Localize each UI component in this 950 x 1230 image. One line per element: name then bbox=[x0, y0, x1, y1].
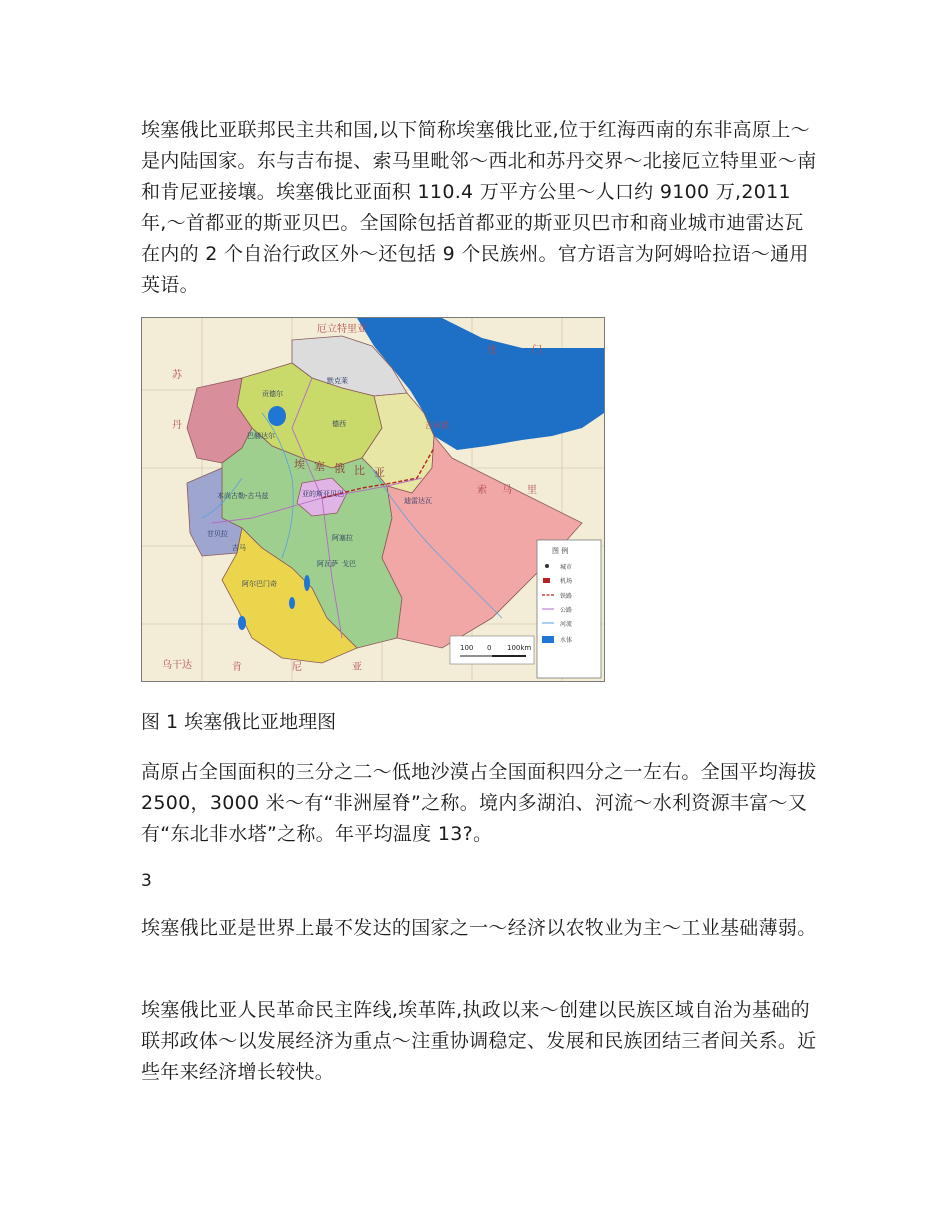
label-ethiopia-2: 塞 bbox=[314, 460, 325, 473]
scale-right: 100km bbox=[507, 644, 532, 652]
scale-left: 100 bbox=[460, 644, 474, 652]
legend-item-water: 水体 bbox=[560, 637, 573, 644]
label-benishangul: 本尚古勒-古马兹 bbox=[217, 492, 269, 500]
lake-tana bbox=[268, 406, 286, 426]
label-dessie: 德西 bbox=[332, 420, 346, 428]
label-ethiopia-4: 比 bbox=[354, 464, 365, 477]
scale-mid: 0 bbox=[487, 644, 492, 652]
map-scale-bar bbox=[450, 636, 534, 664]
paragraph-geography: 高原占全国面积的三分之二～低地沙漠占全国面积四分之一左右。全国平均海拔 2500，3000 米～有“非洲屋脊”之称。境内多湖泊、河流～水利资源丰富～又有“东北非水塔”之称。年平均温度 13?。 bbox=[141, 761, 817, 845]
page-number: 3 bbox=[141, 871, 152, 891]
label-goba: 戈巴 bbox=[342, 560, 356, 568]
label-kenya-3: 亚 bbox=[352, 662, 362, 673]
label-jima: 吉马 bbox=[232, 544, 246, 552]
label-yemen-2: 门 bbox=[532, 345, 542, 356]
label-awasa: 阿瓦萨 bbox=[317, 560, 338, 568]
lake-turkana bbox=[238, 616, 246, 630]
lake-abaya bbox=[304, 575, 310, 591]
legend-item-city: 城市 bbox=[560, 564, 573, 571]
legend-item-road: 公路 bbox=[560, 607, 573, 614]
label-yemen-1: 也 bbox=[487, 345, 497, 356]
label-kenya-1: 肯 bbox=[232, 662, 242, 673]
paragraph-politics: 埃塞俄比亚人民革命民主阵线,埃革阵,执政以来～创建以民族区域自治为基础的联邦政体～以发展经济为重点～注重协调稳定、发展和民族团结三者间关系。近些年来经济增长较快。 bbox=[141, 999, 817, 1083]
label-arba-minch: 阿尔巴门奇 bbox=[242, 580, 277, 588]
label-capital: 亚的斯亚贝巴 bbox=[302, 490, 344, 498]
label-ethiopia-5: 亚 bbox=[374, 466, 385, 479]
label-gambela: 甘贝拉 bbox=[207, 530, 228, 538]
ethiopia-map bbox=[141, 317, 605, 682]
label-sudan-2: 丹 bbox=[172, 420, 182, 431]
label-mekele: 默克莱 bbox=[327, 377, 348, 385]
label-sudan-1: 苏 bbox=[172, 370, 182, 381]
paragraph-intro: 埃塞俄比亚联邦民主共和国,以下简称埃塞俄比亚,位于红海西南的东非高原上～是内陆国家。东与吉布提、索马里毗邻～西北和苏丹交界～北接厄立特里亚～南和肯尼亚接壤。埃塞俄比亚面积 110.4 万平方公里～人口约 9100 万,2011 年,～首都亚的斯亚贝巴。全国除包括首都亚的斯亚贝巴市和商业城市迪雷达瓦在内的 2 个自治行政区外～还包括 9 个民族州。官方语言为阿姆哈拉语～通用英语。 bbox=[141, 119, 817, 296]
label-dire-dawa: 迪雷达瓦 bbox=[404, 497, 432, 505]
legend-item-airport: 机场 bbox=[560, 578, 573, 585]
label-somalia-1: 索 bbox=[477, 485, 487, 496]
label-asela: 阿塞拉 bbox=[332, 534, 353, 542]
legend-item-river: 河流 bbox=[560, 621, 573, 628]
label-somalia-3: 里 bbox=[527, 485, 537, 496]
label-eritrea: 厄立特里亚 bbox=[317, 324, 367, 335]
map-legend bbox=[537, 540, 601, 678]
label-ethiopia-3: 俄 bbox=[334, 462, 345, 475]
legend-item-railway: 铁路 bbox=[560, 593, 573, 600]
figure-caption: 图 1 埃塞俄比亚地理图 bbox=[141, 711, 337, 733]
label-bahir-dar: 巴赫达尔 bbox=[247, 432, 275, 440]
legend-airport-icon bbox=[543, 578, 550, 583]
legend-city-icon bbox=[545, 564, 549, 568]
label-kenya-2: 尼 bbox=[292, 662, 302, 673]
label-somalia-2: 马 bbox=[502, 485, 512, 496]
lake-chamo bbox=[289, 597, 295, 609]
legend-title: 图 例 bbox=[552, 547, 569, 555]
label-gonder: 贡德尔 bbox=[262, 390, 283, 398]
legend-water-icon bbox=[542, 636, 554, 643]
label-djibouti: 吉布提 bbox=[425, 421, 449, 430]
label-ethiopia-1: 埃 bbox=[294, 458, 305, 471]
label-uganda: 乌干达 bbox=[162, 660, 192, 671]
paragraph-economy: 埃塞俄比亚是世界上最不发达的国家之一～经济以农牧业为主～工业基础薄弱。 bbox=[141, 917, 817, 939]
